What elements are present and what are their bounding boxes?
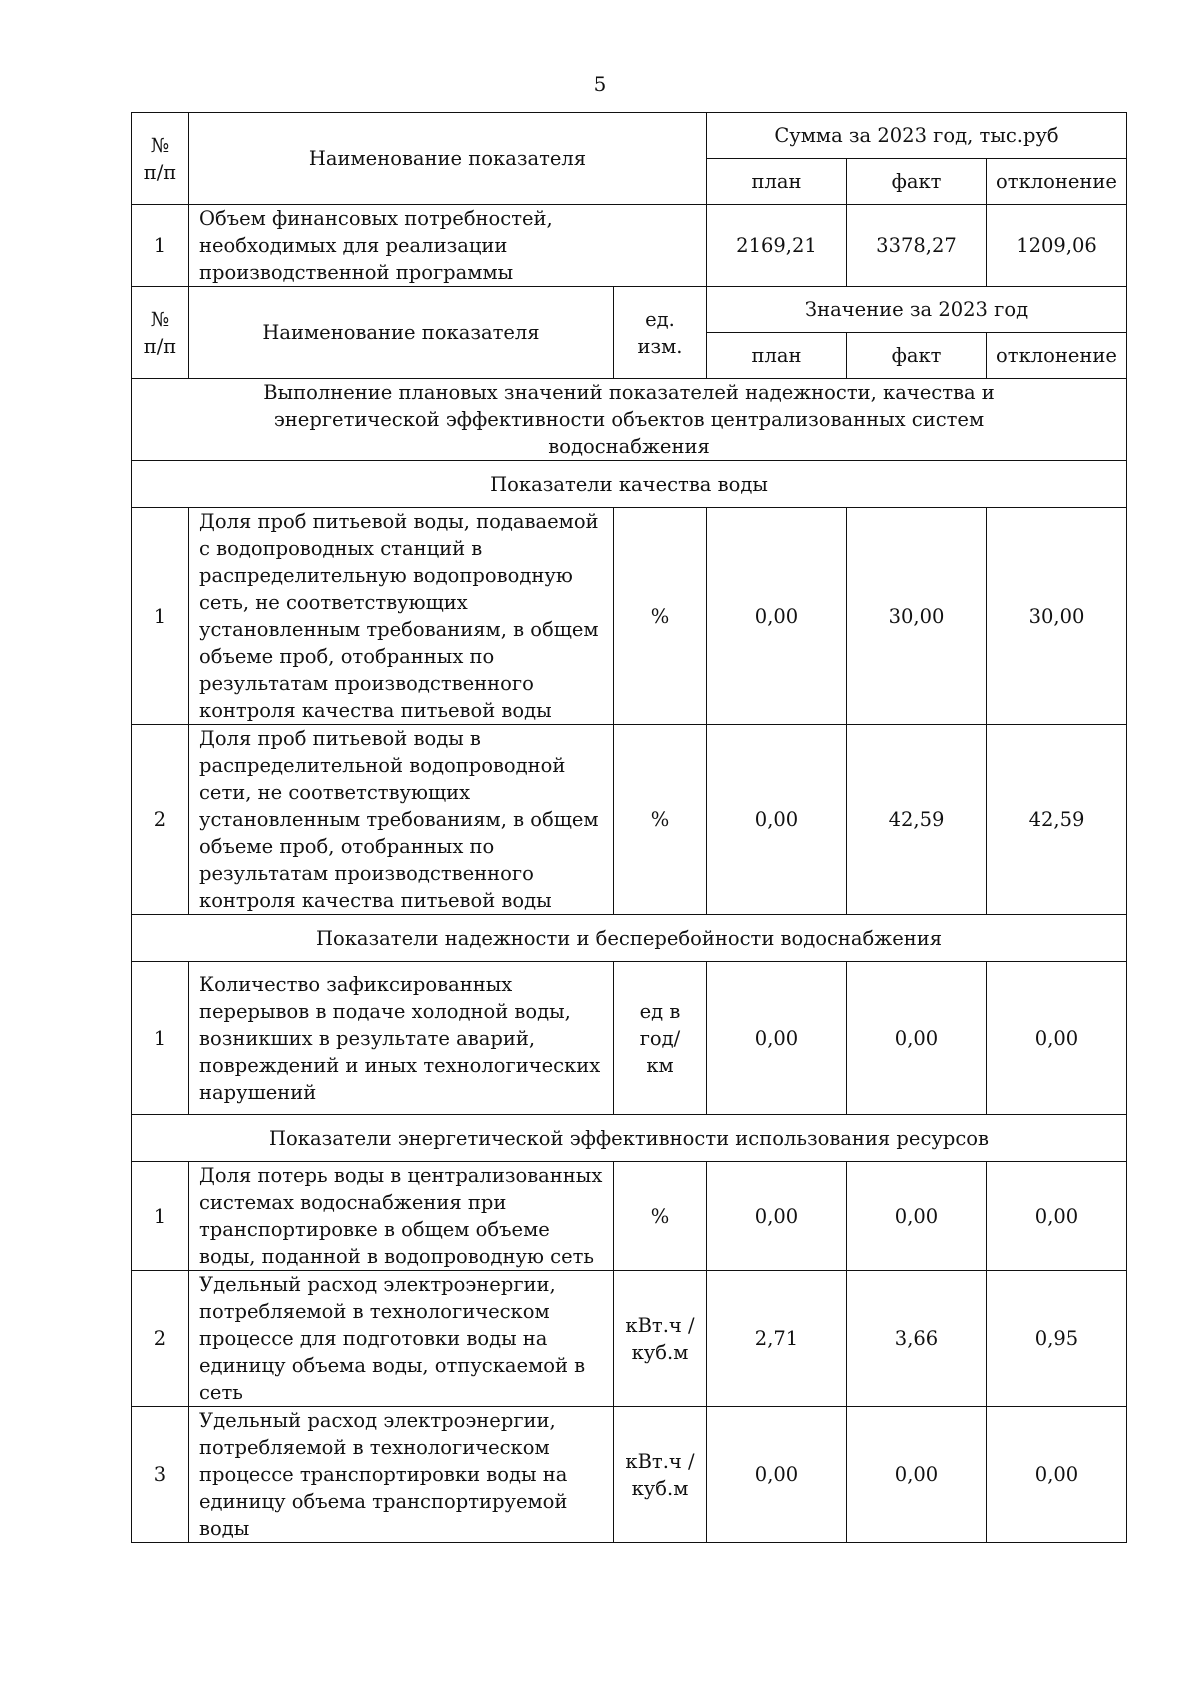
row-name: Доля проб питьевой воды в распределительной водопроводной сети, не соответствующих установленным требованиям, в общем объеме проб, отобранных по результатам производственного контроля качества питьевой воды <box>189 725 614 915</box>
financial-deviation-header: отклонение <box>987 159 1127 205</box>
table-row <box>132 1407 1127 1543</box>
financial-header-row <box>132 113 1127 159</box>
row-num: 1 <box>132 508 189 725</box>
table-row <box>132 962 1127 1115</box>
row-deviation: 42,59 <box>987 725 1127 915</box>
row-fact: 42,59 <box>847 725 987 915</box>
financial-row-fact: 3378,27 <box>847 205 987 287</box>
row-plan: 0,00 <box>707 1162 847 1271</box>
section-title-water-quality: Показатели качества воды <box>132 461 1127 508</box>
financial-row <box>132 205 1127 287</box>
page-number: 5 <box>593 72 607 96</box>
row-unit: % <box>614 725 707 915</box>
indicators-plan-header: план <box>707 333 847 379</box>
financial-sum-header: Сумма за 2023 год, тыс.руб <box>707 113 1127 159</box>
row-num: 3 <box>132 1407 189 1543</box>
indicators-header-row <box>132 287 1127 333</box>
row-name: Удельный расход электроэнергии, потребляемой в технологическом процессе для подготовки воды на единицу объема воды, отпускаемой в сеть <box>189 1271 614 1407</box>
row-unit: кВт.ч / куб.м <box>614 1271 707 1407</box>
financial-plan-header: план <box>707 159 847 205</box>
section-title-energy-efficiency: Показатели энергетической эффективности использования ресурсов <box>132 1115 1127 1162</box>
row-num: 1 <box>132 1162 189 1271</box>
table-row <box>132 1162 1127 1271</box>
financial-row-deviation: 1209,06 <box>987 205 1127 287</box>
indicators-name-header: Наименование показателя <box>189 287 614 379</box>
row-fact: 3,66 <box>847 1271 987 1407</box>
row-num: 1 <box>132 962 189 1115</box>
indicators-num-header: № п/п <box>132 287 189 379</box>
table-row <box>132 1271 1127 1407</box>
indicators-deviation-header: отклонение <box>987 333 1127 379</box>
row-unit: кВт.ч / куб.м <box>614 1407 707 1543</box>
indicators-title-row <box>132 379 1127 461</box>
row-fact: 30,00 <box>847 508 987 725</box>
row-deviation: 0,00 <box>987 1162 1127 1271</box>
row-fact: 0,00 <box>847 1162 987 1271</box>
indicators-value-header: Значение за 2023 год <box>707 287 1127 333</box>
section-row <box>132 1115 1127 1162</box>
row-fact: 0,00 <box>847 1407 987 1543</box>
row-plan: 0,00 <box>707 962 847 1115</box>
row-unit: ед в год/ км <box>614 962 707 1115</box>
row-name: Количество зафиксированных перерывов в подаче холодной воды, возникших в результате аварий, повреждений и иных технологических нарушений <box>189 962 614 1115</box>
report-table <box>131 112 1127 1543</box>
row-deviation: 0,00 <box>987 962 1127 1115</box>
table-row <box>132 508 1127 725</box>
row-name: Доля проб питьевой воды, подаваемой с водопроводных станций в распределительную водопроводную сеть, не соответствующих установленным требованиям, в общем объеме проб, отобранных по результатам производственного контроля качества питьевой воды <box>189 508 614 725</box>
row-plan: 2,71 <box>707 1271 847 1407</box>
financial-num-header: № п/п <box>132 113 189 205</box>
table-row <box>132 725 1127 915</box>
financial-name-header: Наименование показателя <box>189 113 707 205</box>
row-plan: 0,00 <box>707 1407 847 1543</box>
row-fact: 0,00 <box>847 962 987 1115</box>
indicators-unit-header: ед. изм. <box>614 287 707 379</box>
section-row <box>132 915 1127 962</box>
indicators-fact-header: факт <box>847 333 987 379</box>
row-name: Удельный расход электроэнергии, потребляемой в технологическом процессе транспортировки воды на единицу объема транспортируемой воды <box>189 1407 614 1543</box>
financial-row-name: Объем финансовых потребностей, необходимых для реализации производственной программы <box>189 205 707 287</box>
row-deviation: 0,95 <box>987 1271 1127 1407</box>
row-num: 2 <box>132 1271 189 1407</box>
financial-fact-header: факт <box>847 159 987 205</box>
row-deviation: 30,00 <box>987 508 1127 725</box>
financial-row-plan: 2169,21 <box>707 205 847 287</box>
row-plan: 0,00 <box>707 725 847 915</box>
row-plan: 0,00 <box>707 508 847 725</box>
row-name: Доля потерь воды в централизованных системах водоснабжения при транспортировке в общем объеме воды, поданной в водопроводную сеть <box>189 1162 614 1271</box>
row-deviation: 0,00 <box>987 1407 1127 1543</box>
row-num: 2 <box>132 725 189 915</box>
row-unit: % <box>614 508 707 725</box>
section-title-reliability: Показатели надежности и бесперебойности водоснабжения <box>132 915 1127 962</box>
row-unit: % <box>614 1162 707 1271</box>
indicators-title: Выполнение плановых значений показателей надежности, качества и энергетической эффективности объектов централизованных систем водоснабжения <box>132 379 1127 461</box>
financial-row-num: 1 <box>132 205 189 287</box>
section-row <box>132 461 1127 508</box>
